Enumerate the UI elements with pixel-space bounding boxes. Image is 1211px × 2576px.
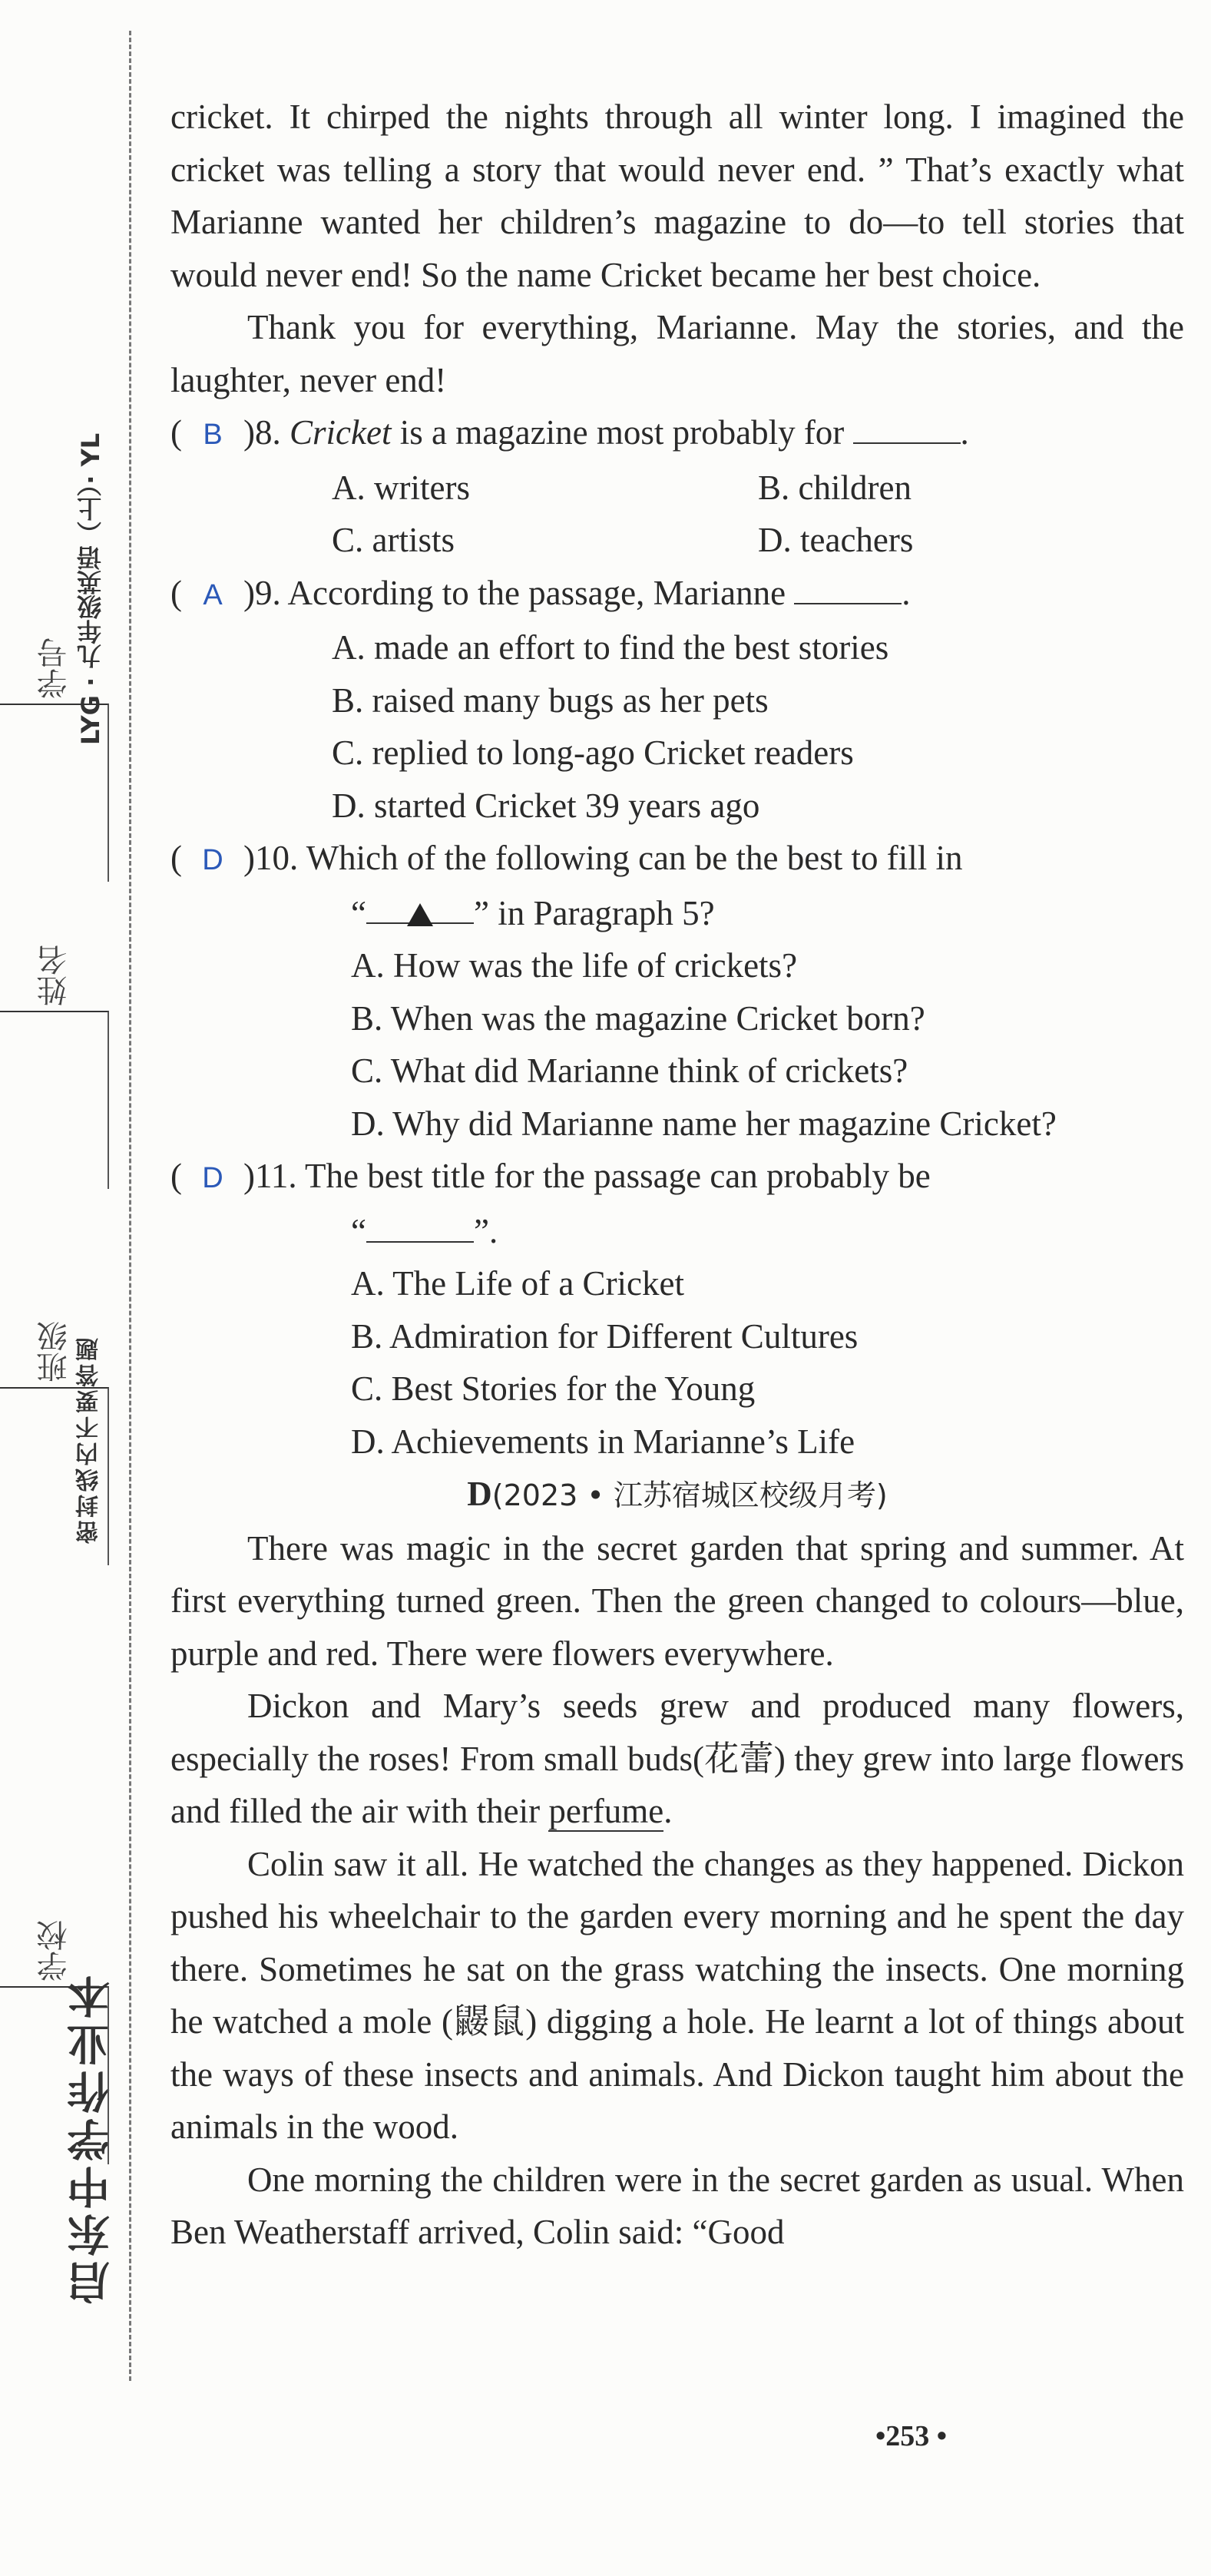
underlined-word: perfume — [548, 1792, 664, 1830]
field-student-number: 学号 — [0, 637, 54, 882]
answer-11: D — [202, 1162, 223, 1194]
question-11-options — [170, 1257, 1184, 1468]
question-11: ( D )11. The best title for the passage can probably be — [170, 1150, 1184, 1205]
option: B. Admiration for Different Cultures — [351, 1316, 859, 1356]
answer-9: A — [203, 578, 223, 611]
answer-blank — [853, 412, 961, 444]
answer-8: B — [203, 419, 223, 451]
option: A. The Life of a Cricket — [351, 1264, 685, 1303]
option: D. Why did Marianne name her magazine Cricket? — [351, 1104, 1057, 1143]
field-school: 学校 — [0, 1920, 54, 2164]
book-title-vertical: LYG · 九年级英语（上）· YL — [76, 432, 105, 745]
answer-10: D — [202, 844, 223, 876]
question-8-options — [170, 462, 1184, 567]
seal-notice-vertical: 密封线内不要答题 — [76, 1335, 103, 1544]
question-11-stem-line2: “ ”. — [351, 1211, 498, 1250]
option: B. children — [758, 468, 912, 507]
option: B. raised many bugs as her pets — [332, 680, 769, 720]
question-10-stem-line2: “ ” in Paragraph 5? — [170, 887, 1184, 940]
triangle-icon — [407, 903, 433, 926]
option: C. Best Stories for the Young — [351, 1369, 756, 1408]
option: A. How was the life of crickets? — [351, 946, 798, 985]
main-content — [170, 91, 1184, 2259]
option: D. teachers — [758, 521, 914, 559]
answer-blank — [366, 1210, 474, 1243]
section-d-paragraph-4: One morning the children were in the secret garden as usual. When Ben Weatherstaff arrived, Colin said: “Good — [170, 2160, 1184, 2251]
section-d-paragraph-2: Dickon and Mary’s seeds grew and produced many flowers, especially the roses! From small buds(花蕾) they grew into large flowers and filled the air with their perfume. — [170, 1687, 1184, 1830]
option: C. artists — [332, 521, 455, 559]
option: D. Achievements in Marianne’s Life — [351, 1422, 855, 1461]
answer-blank — [794, 572, 902, 604]
page-number: •253 • — [875, 2420, 948, 2452]
question-8: ( B )8. Cricket is a magazine most probably for . — [170, 406, 1184, 462]
question-9-options — [170, 621, 1184, 832]
question-9: ( A )9. According to the passage, Marianne . — [170, 567, 1184, 622]
option: C. replied to long-ago Cricket readers — [332, 733, 854, 772]
passage-c-closing: Thank you for everything, Marianne. May the stories, and the laughter, never end! — [170, 308, 1184, 399]
question-10: ( D )10. Which of the following can be the best to fill in — [170, 832, 1184, 887]
field-name: 姓名 — [0, 945, 54, 1189]
option: A. made an effort to find the best stories — [332, 628, 889, 667]
option: A. writers — [332, 468, 470, 507]
option: D. started Cricket 39 years ago — [332, 786, 760, 825]
series-title-vertical: 启东中学作业本 — [67, 1971, 117, 2304]
section-d-paragraph-1: There was magic in the secret garden that spring and summer. At first everything turned green. Then the green changed to colours—blue, purple and red. There were flowers everywhere. — [170, 1528, 1184, 1673]
option: B. When was the magazine Cricket born? — [351, 998, 925, 1038]
section-d-heading: D(2023 • 江苏宿城区校级月考) — [467, 1475, 888, 1513]
section-d-paragraph-3: Colin saw it all. He watched the changes as they happened. Dickon pushed his wheelchair to the garden every morning and he spent the day there. Sometimes he sat on the grass watching the insects. One morning he watched a mole (鼹鼠) digging a hole. He learnt a lot of things about the ways of these insects and animals. And Dickon taught him about the animals in the wood. — [170, 1844, 1184, 2146]
field-class: 班级 — [0, 1321, 54, 1565]
option: C. What did Marianne think of crickets? — [351, 1051, 908, 1090]
question-10-options — [170, 939, 1184, 1150]
passage-c-paragraph: cricket. It chirped the nights through all winter long. I imagined the cricket was telling a story that would never end. ” That’s exactly what Marianne wanted her children’s magazine to do—to tell stories that would never end! So the name Cricket became her best choice. — [170, 98, 1184, 294]
